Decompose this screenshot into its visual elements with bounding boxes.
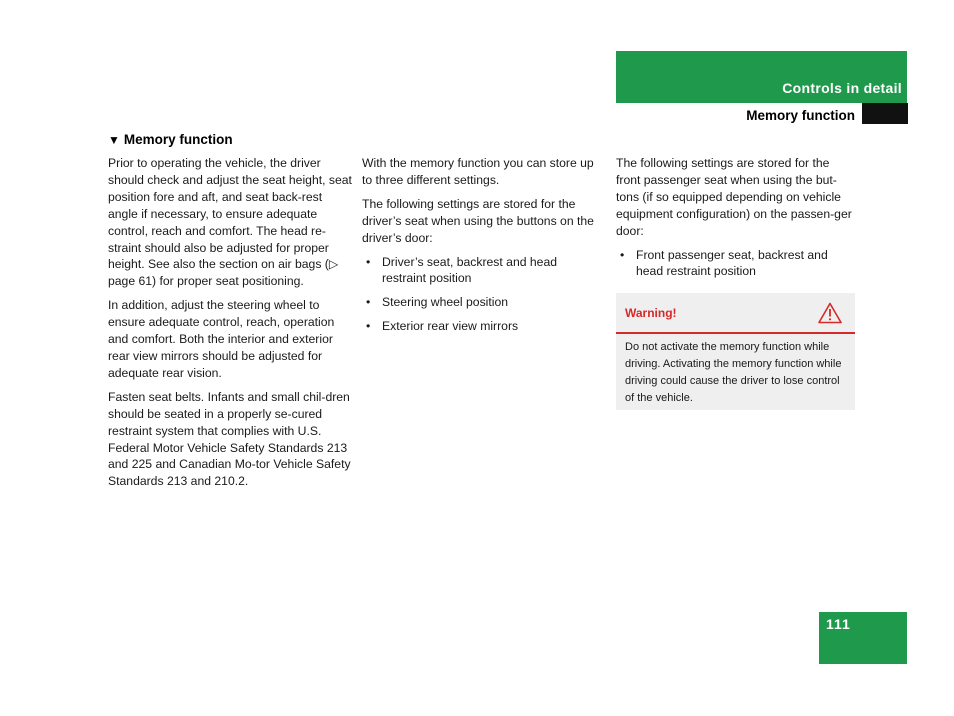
- bullet-icon: •: [366, 254, 371, 269]
- bullet-icon: •: [366, 295, 371, 310]
- paragraph: In addition, adjust the steering wheel to ensure adequate control, reach, operation and comfort. Both the interior and exterior rear view mirrors should be adjusted for adequate rear vision.: [108, 298, 335, 380]
- paragraph: Prior to operating the vehicle, the driver should check and adjust the seat height, seat position fore and aft, and seat back-rest angle if necessary, to ensure adequate control, reach and comfort. The head re-straint should also be adjusted for proper height. See also the section on air bags (▷ page 61) for proper seat positioning.: [108, 156, 352, 289]
- list-item: [616, 247, 856, 281]
- triangle-down-icon: ▼: [108, 133, 120, 147]
- bullet-list: [362, 254, 602, 336]
- header-marker: [862, 103, 908, 124]
- warning-header: [616, 293, 855, 334]
- section-heading-text: Memory function: [123, 132, 233, 147]
- warning-triangle-icon: [818, 302, 842, 324]
- bullet-list: [616, 247, 856, 281]
- list-item-text: Steering wheel position: [382, 295, 509, 310]
- section-title: Memory function: [746, 108, 855, 123]
- paragraph: Fasten seat belts. Infants and small chil-dren should be seated in a properly se-cured restraint system that complies with U.S. Federal Motor Vehicle Safety Standards 213 and 225 and Canadian Mo-tor Vehicle Safety Standards 213 and 210.2.: [108, 389, 351, 489]
- warning-text: Do not activate the memory function while driving. Activating the memory function while driving could cause the driver to lose control of the vehicle.: [625, 341, 842, 404]
- list-item: [362, 318, 602, 335]
- warning-box: [616, 293, 855, 410]
- paragraph: With the memory function you can store up to three different settings.: [362, 156, 594, 187]
- list-item-text: Front passenger seat, backrest and head restraint position: [636, 247, 828, 279]
- list-item-text: Exterior rear view mirrors: [382, 319, 519, 334]
- list-item: [362, 294, 602, 311]
- list-item: [362, 254, 602, 288]
- warning-title: Warning!: [625, 306, 677, 320]
- paragraph: The following settings are stored for the driver’s seat when using the buttons on the driver’s door:: [362, 196, 594, 245]
- list-item-text: Driver’s seat, backrest and head restraint position: [382, 254, 558, 286]
- paragraph: The following settings are stored for the front passenger seat when using the but-tons (if so equipped depending on vehicle equipment configuration) on the passen-ger door:: [616, 156, 852, 238]
- section-heading: [108, 132, 233, 147]
- chapter-title: Controls in detail: [782, 80, 902, 96]
- column-3: [616, 155, 856, 287]
- bullet-icon: •: [620, 247, 625, 262]
- bullet-icon: •: [366, 319, 371, 334]
- page-number: 111: [826, 616, 851, 632]
- column-1: [108, 155, 352, 497]
- column-2: [362, 155, 602, 342]
